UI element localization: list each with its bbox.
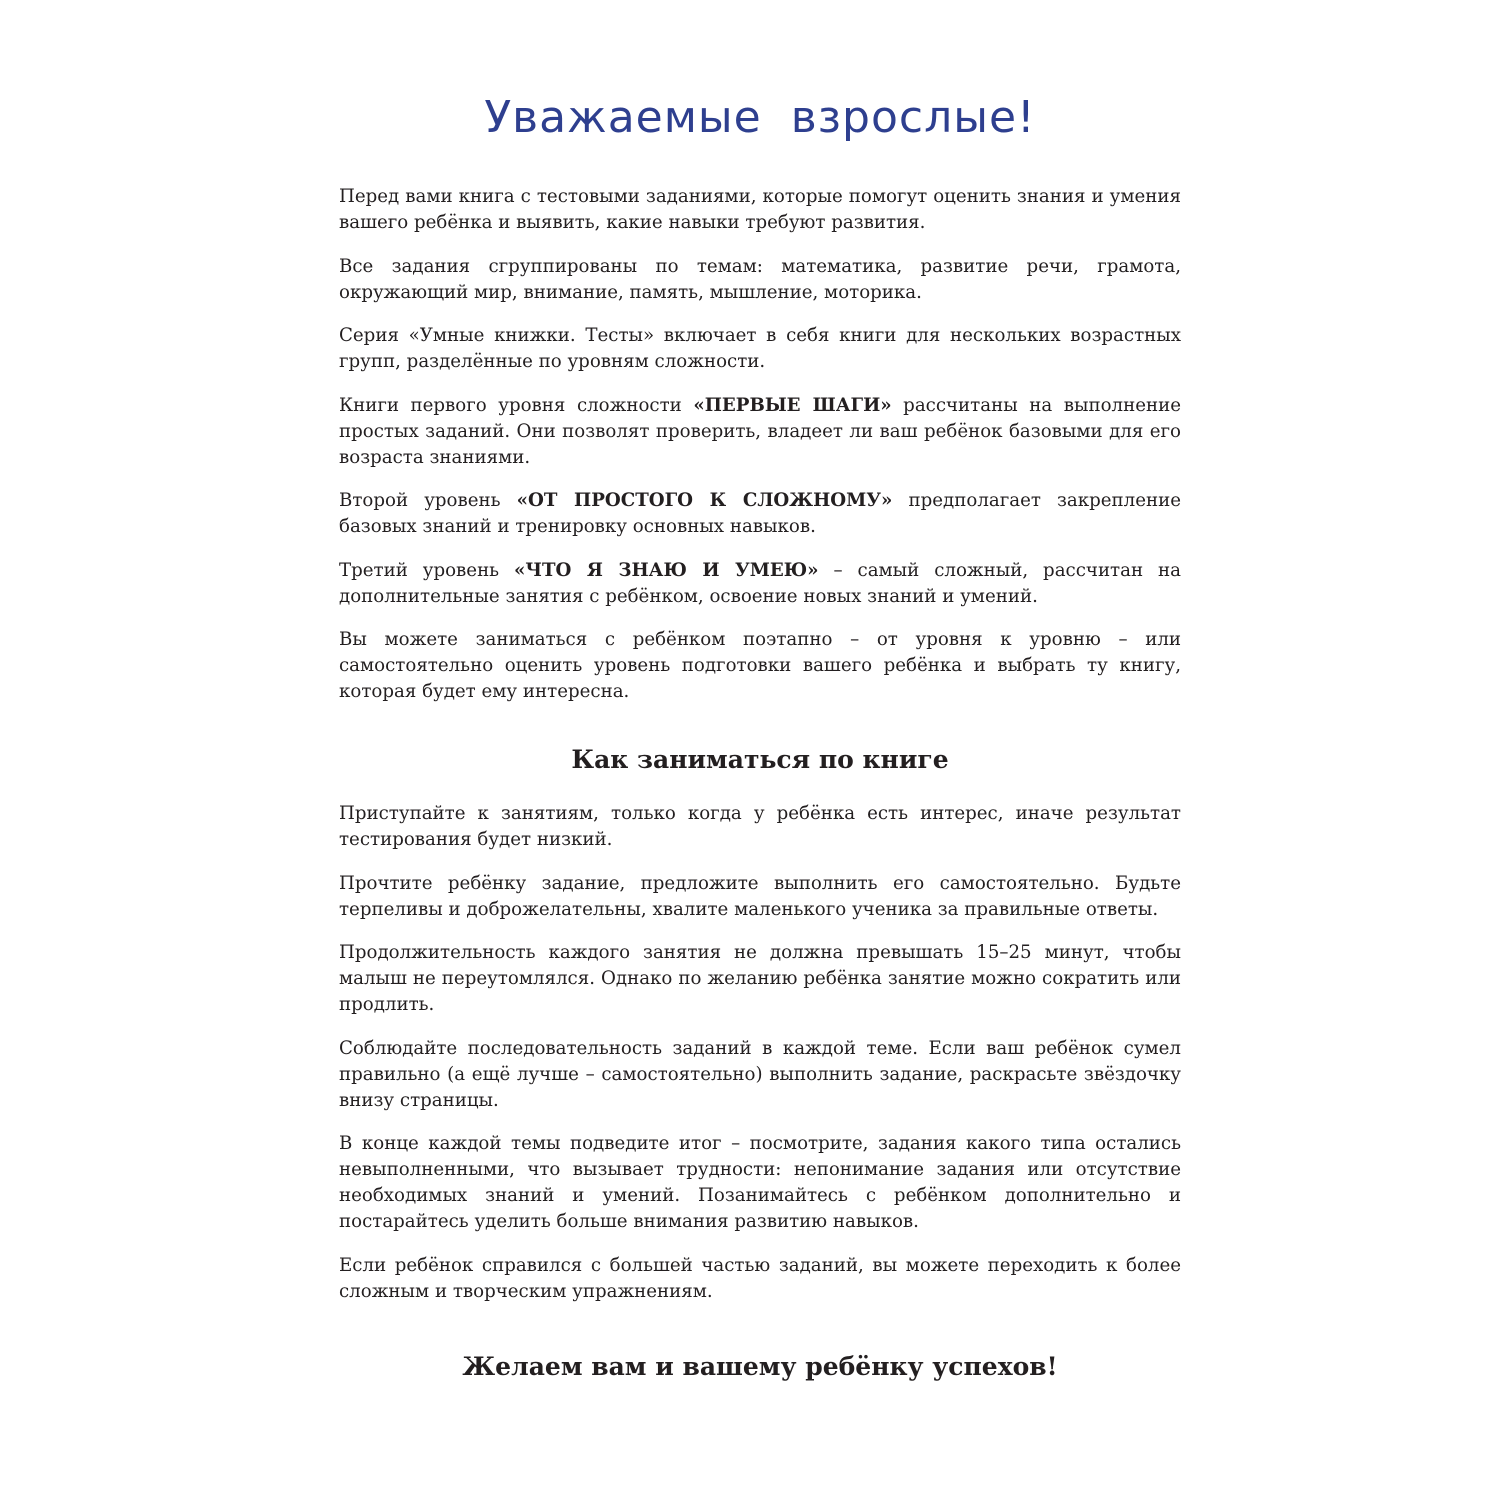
section-heading: Как заниматься по книге	[571, 745, 949, 774]
paragraph: Прочтите ребёнку задание, предложите выполнить его самостоятельно. Будьте терпеливы и доброжелательны, хвалите маленького ученика за правильные ответы.	[339, 872, 1181, 920]
level-name: «ПЕРВЫЕ ШАГИ»	[693, 394, 892, 416]
paragraph	[339, 558, 1181, 610]
paragraph: Продолжительность каждого занятия не должна превышать 15–25 минут, чтобы малыш не переутомлялся. Однако по желанию ребёнка занятие можно сократить или продлить.	[339, 942, 1181, 1015]
intro-section	[339, 184, 1181, 723]
paragraph: Перед вами книга с тестовыми заданиями, которые помогут оценить знания и умения вашего ребёнка и выявить, какие навыки требуют развития.	[339, 186, 1181, 233]
paragraph: Вы можете заниматься с ребёнком поэтапно – от уровня к уровню – или самостоятельно оценить уровень подготовки вашего ребёнка и выбрать ту книгу, которая будет ему интересна.	[339, 629, 1181, 702]
level-name: «ЧТО Я ЗНАЮ И УМЕЮ»	[514, 559, 819, 581]
guide-section	[339, 801, 1181, 1322]
paragraph	[339, 393, 1181, 471]
page-title: Уважаемые взрослые!	[484, 92, 1036, 143]
paragraph: В конце каждой темы подведите итог – посмотрите, задания какого типа остались невыполненными, что вызывает трудности: непонимание задания или отсутствие необходимых знаний и умений. Позанимайтесь с ребёнком дополнительно и постарайтесь уделить больше внимания развитию навыков.	[339, 1133, 1181, 1232]
paragraph: Если ребёнок справился с большей частью заданий, вы можете переходить к более сложным и творческим упражнениям.	[339, 1254, 1181, 1302]
closing-wish: Желаем вам и вашему ребёнку успехов!	[462, 1352, 1058, 1381]
paragraph: Приступайте к занятиям, только когда у ребёнка есть интерес, иначе результат тестирования будет низкий.	[339, 803, 1181, 850]
paragraph	[339, 488, 1181, 540]
text: Второй уровень	[339, 490, 517, 511]
paragraph: Соблюдайте последовательность заданий в каждой теме. Если ваш ребёнок сумел правильно (а ещё лучше – самостоятельно) выполнить задание, раскрасьте звёздочку внизу страницы.	[339, 1037, 1181, 1111]
text: – самый сложный, рассчитан на дополнительные занятия с ребёнком, освоение новых знаний и умений.	[339, 559, 1181, 607]
paragraph: Все задания сгруппированы по темам: математика, развитие речи, грамота, окружающий мир, внимание, память, мышление, моторика.	[339, 255, 1181, 303]
text: Книги первого уровня сложности	[339, 394, 694, 416]
paragraph: Серия «Умные книжки. Тесты» включает в себя книги для нескольких возрастных групп, разделённые по уровням сложности.	[339, 325, 1181, 372]
text: рассчитаны на выполнение простых заданий. Они позволят проверить, владеет ли ваш ребёнок базовыми для его возраста знаниями.	[339, 394, 1181, 468]
level-name: «ОТ ПРОСТОГО К СЛОЖНОМУ»	[516, 490, 893, 511]
text: Третий уровень	[339, 559, 515, 581]
text: предполагает закрепление базовых знаний и тренировку основных навыков.	[339, 490, 1181, 537]
